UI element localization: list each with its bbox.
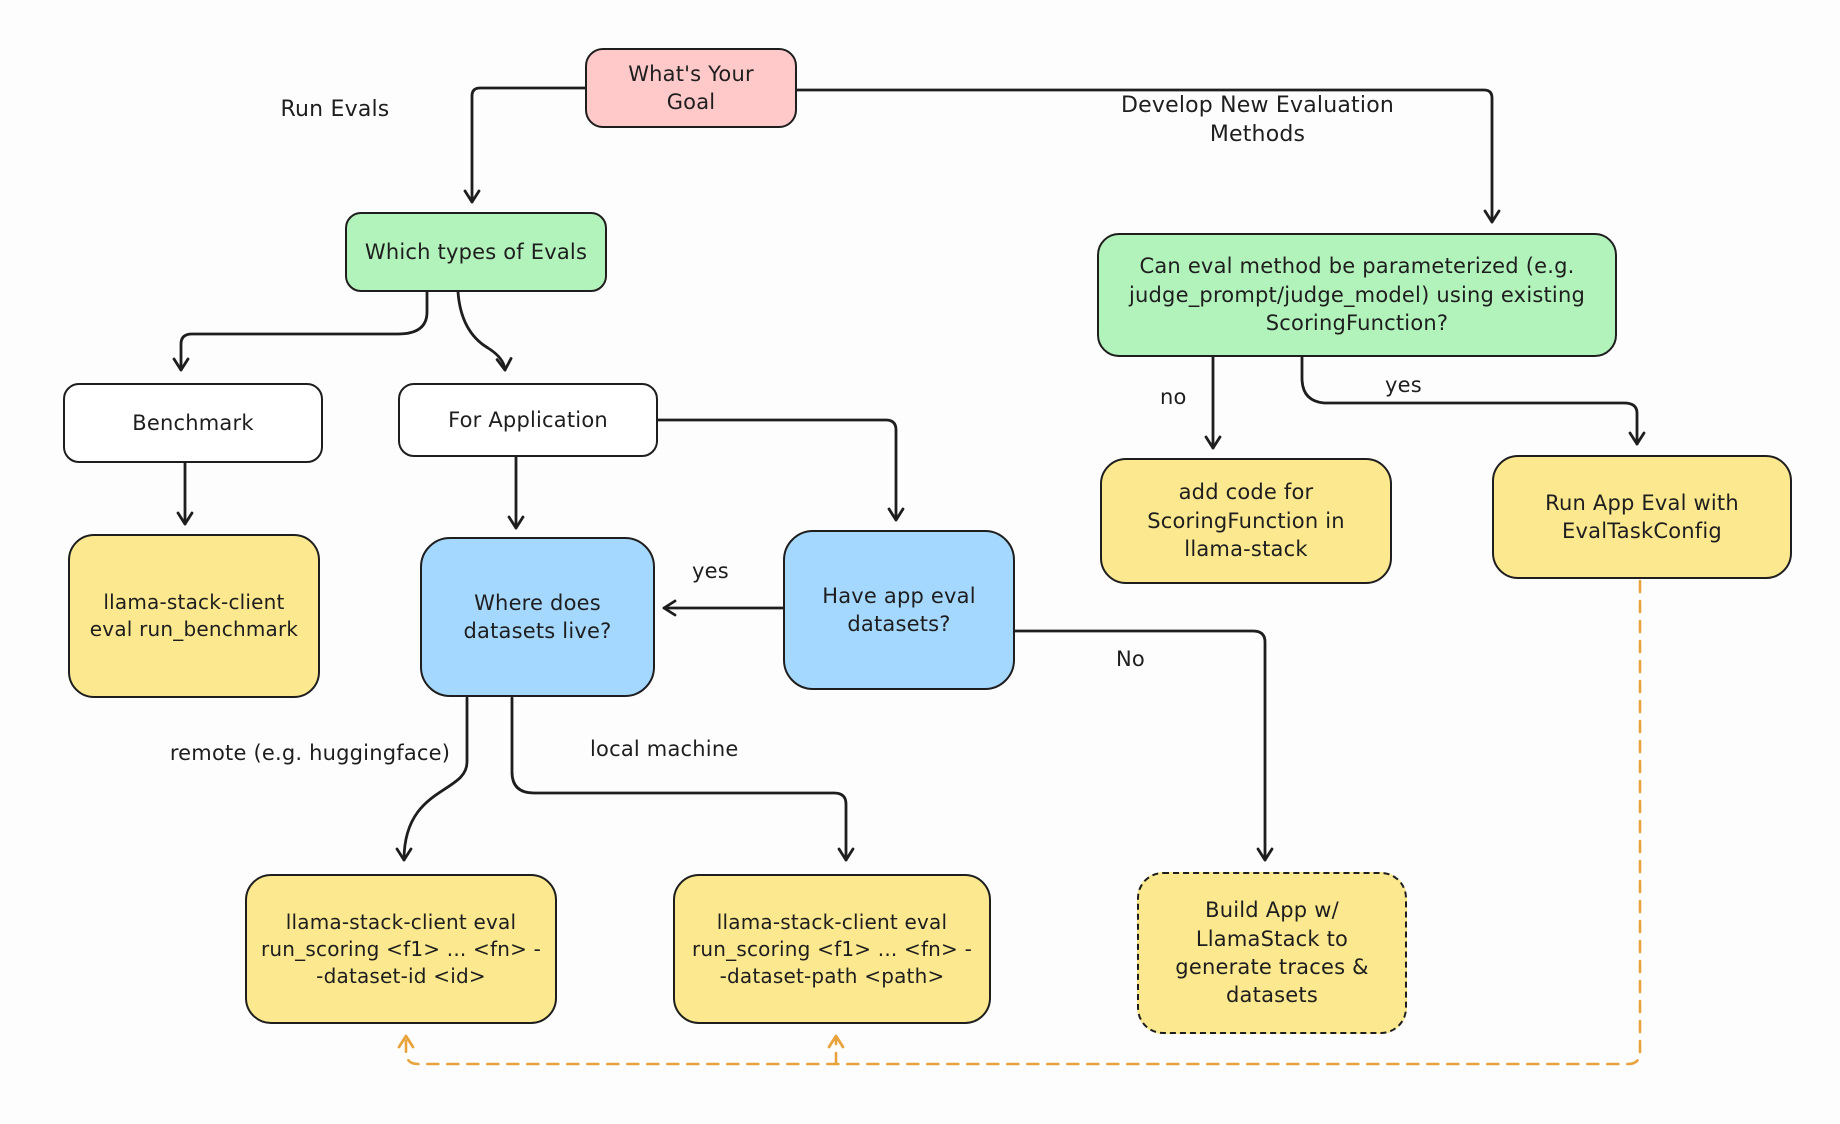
node-which-types-of-evals: Which types of Evals: [345, 212, 607, 292]
edge-whichtypes-benchmark: [181, 292, 427, 370]
edge-goal-whichtypes: [472, 88, 585, 202]
edge-label-develop-new-evaluation-methods: Develop New Evaluation Methods: [1120, 93, 1395, 147]
node-param-question: Can eval method be parameterized (e.g. judge_prompt/judge_model) using existing ScoringFunction?: [1097, 233, 1617, 357]
node-where-datasets-live: Where does datasets live?: [420, 537, 655, 697]
node-benchmark: Benchmark: [63, 383, 323, 463]
node-run-benchmark: llama-stack-client eval run_benchmark: [68, 534, 320, 698]
edge-label-run-evals: Run Evals: [280, 97, 390, 122]
edge-label-yes-mid: yes: [692, 559, 729, 583]
edge-paramquestion-runappeval: [1302, 357, 1637, 444]
node-build-app-llamastack: Build App w/ LlamaStack to generate traces & datasets: [1137, 872, 1407, 1034]
edge-whichtypes-forapp: [458, 292, 505, 370]
edge-label-no: no: [1160, 385, 1187, 409]
node-add-code-scoringfunction: add code for ScoringFunction in llama-stack: [1100, 458, 1392, 584]
edge-label-remote-huggingface: remote (e.g. huggingface): [169, 741, 451, 765]
node-run-app-eval: Run App Eval with EvalTaskConfig: [1492, 455, 1792, 579]
edge-wheredatasets-local: [512, 698, 846, 860]
node-have-app-eval-datasets: Have app eval datasets?: [783, 530, 1015, 690]
edge-label-local-machine: local machine: [590, 737, 739, 761]
edge-label-no-mid: No: [1116, 647, 1145, 671]
node-run-scoring-dataset-path: llama-stack-client eval run_scoring <f1> ... <fn> --dataset-path <path>: [673, 874, 991, 1024]
edge-label-yes-right: yes: [1385, 373, 1422, 397]
edge-wheredatasets-remote: [404, 698, 467, 860]
edge-forapp-havedatasets: [658, 420, 896, 520]
node-whats-your-goal: What's Your Goal: [585, 48, 797, 128]
node-for-application: For Application: [398, 383, 658, 457]
node-run-scoring-dataset-id: llama-stack-client eval run_scoring <f1> ... <fn> --dataset-id <id>: [245, 874, 557, 1024]
